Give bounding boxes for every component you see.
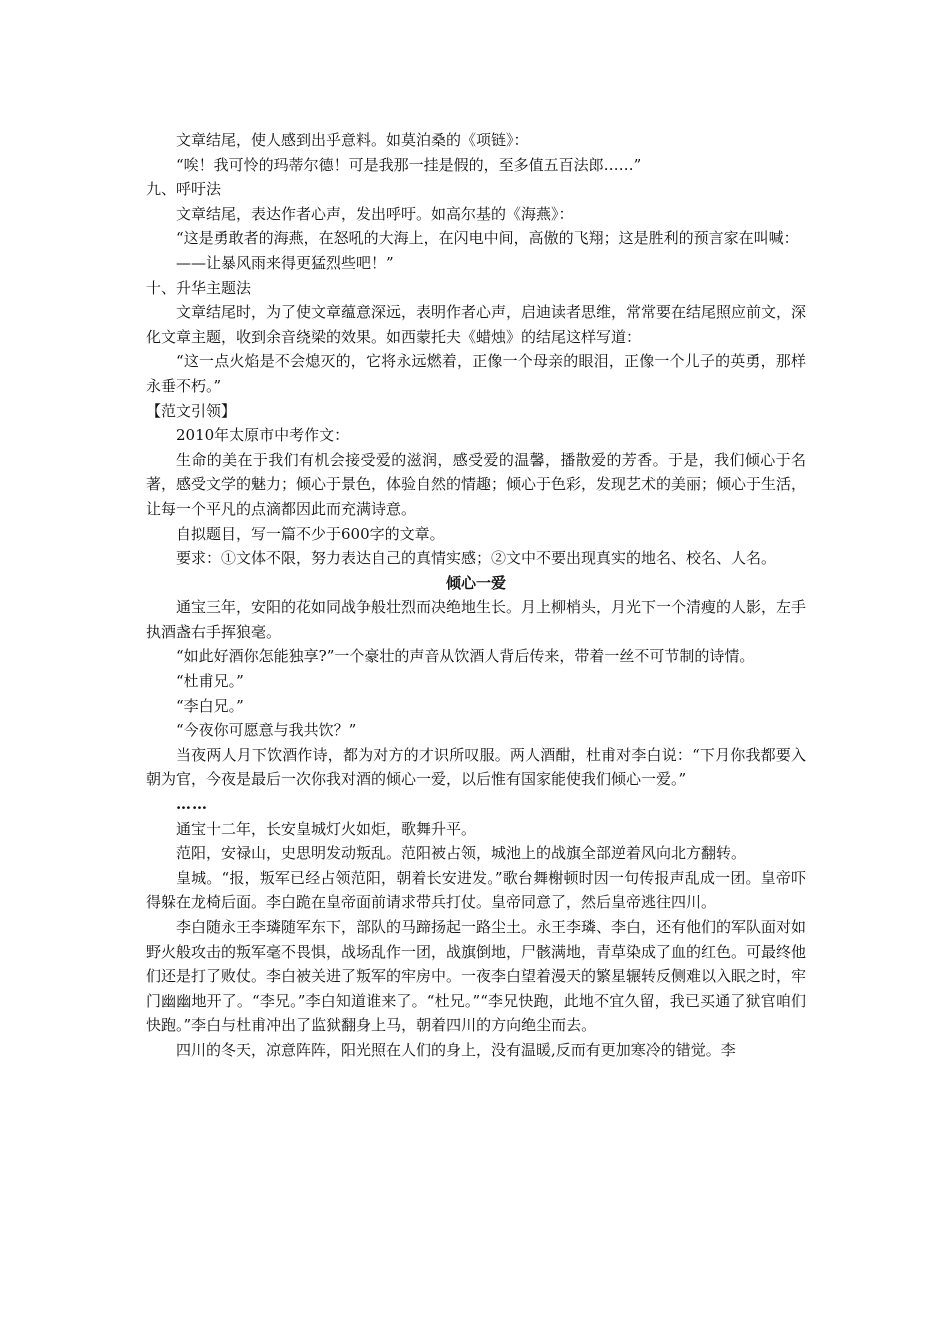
paragraph: 生命的美在于我们有机会接受爱的滋润，感受爱的温馨，播散爱的芳香。于是，我们倾心于名著，感受文学的魅力；倾心于景色，体验自然的情趣；倾心于色彩，发现艺术的美丽；倾心于生活，让每一个平凡的点滴都因此而充满诗意。 — [146, 450, 807, 518]
section-heading: 十、升华主题法 — [146, 278, 252, 297]
essay-paragraph: 通宝十二年，长安皇城灯火如炬，歌舞升平。 — [176, 819, 477, 838]
paragraph: 要求：①文体不限，努力表达自己的真情实感；②文中不要出现真实的地名、校名、人名。 — [176, 549, 777, 568]
ellipsis: …… — [176, 795, 208, 814]
essay-paragraph: 李白随永王李璘随军东下，部队的马蹄扬起一路尘土。永王李璘、李白，还有他们的军队面对如野火般攻击的叛军毫不畏惧，战场乱作一团，战旗倒地，尸骸满地，青草染成了血的红色。可最终他们还是打了败仗。李白被关进了叛军的牢房中。一夜李白望着漫天的繁星辗转反侧难以入眠之时，牢门幽幽地开了。“李兄。”李白知道谁来了。“杜兄。”“李兄快跑，此地不宜久留，我已买通了狱官咱们快跑。”李白与杜甫冲出了监狱翻身上马，朝着四川的方向绝尘而去。 — [146, 918, 807, 1035]
paragraph: 文章结尾，使人感到出乎意料。如莫泊桑的《项链》： — [176, 131, 529, 149]
essay-paragraph: “如此好酒你怎能独享?”一个豪壮的声音从饮酒人背后传来，带着一丝不可节制的诗情。 — [176, 647, 755, 666]
paragraph: 文章结尾，表达作者心声，发出呼吁。如高尔基的《海燕》： — [176, 204, 574, 223]
essay-paragraph: 皇城。“报，叛军已经占领范阳，朝着长安进发。”歌台舞榭顿时因一句传报声乱成一团。皇帝吓得躲在龙椅后面。李白跪在皇帝面前请求带兵打仗。皇帝同意了，然后皇帝逃往四川。 — [146, 868, 806, 912]
essay-title: 倾心一爱 — [445, 573, 506, 592]
quote: ——让暴风雨来得更猛烈些吧！” — [176, 253, 394, 272]
section-heading: 九、呼吁法 — [146, 180, 222, 199]
quote: “这是勇敢者的海燕，在怒吼的大海上，在闪电中间，高傲的飞翔；这是胜利的预言家在叫喊： — [176, 229, 799, 248]
quote: “唉！我可怜的玛蒂尔德！可是我那一挂是假的，至多值五百法郎……” — [176, 155, 642, 174]
essay-paragraph: “李白兄。” — [176, 696, 244, 715]
essay-paragraph: 通宝三年，安阳的花如同战争般壮烈而决绝地生长。月上柳梢头，月光下一个清瘦的人影，左手执酒盏右手挥狼毫。 — [146, 598, 807, 641]
document-page — [146, 128, 806, 1063]
essay-paragraph: “今夜你可愿意与我共饮？” — [176, 721, 357, 740]
essay-paragraph: 范阳，安禄山，史思明发动叛乱。范阳被占领，城池上的战旗全部逆着风向北方翻转。 — [176, 844, 747, 863]
paragraph: 文章结尾时，为了使文章蕴意深远，表明作者心声，启迪读者思维，常常要在结尾照应前文，深化文章主题，收到余音绕梁的效果。如西蒙托夫《蜡烛》的结尾这样写道： — [146, 303, 807, 346]
paragraph: 自拟题目，写一篇不少于600字的文章。 — [176, 524, 445, 543]
section-heading: 【范文引领】 — [146, 401, 237, 420]
essay-paragraph: 四川的冬天，凉意阵阵，阳光照在人们的身上，没有温暖,反而有更加寒冷的错觉。李 — [176, 1040, 736, 1059]
quote: “这一点火焰是不会熄灭的，它将永远燃着，正像一个母亲的眼泪，正像一个儿子的英勇，那样永垂不朽。” — [146, 352, 806, 395]
paragraph: 2010年太原市中考作文： — [176, 426, 350, 445]
essay-paragraph: 当夜两人月下饮酒作诗，都为对方的才识所叹服。两人酒酣，杜甫对李白说：“下月你我都要入朝为官，今夜是最后一次你我对酒的倾心一爱，以后惟有国家能使我们倾心一爱。” — [146, 745, 806, 789]
essay-paragraph: “杜甫兄。” — [176, 672, 244, 691]
